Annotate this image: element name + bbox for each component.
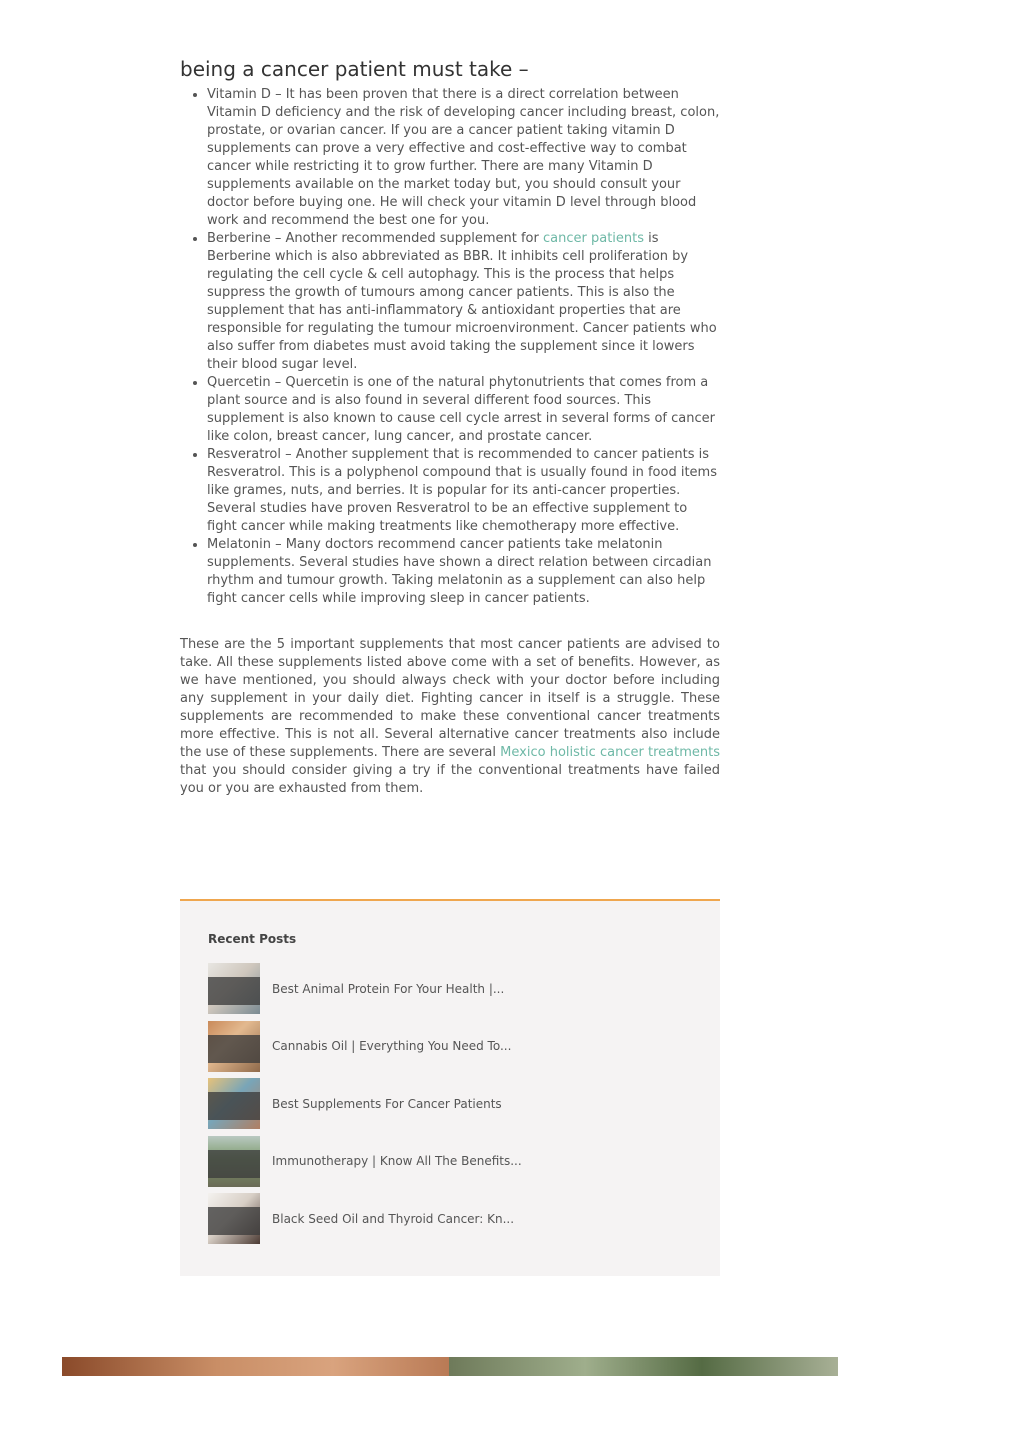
- post-title-link[interactable]: Best Supplements For Cancer Patients: [272, 1096, 502, 1111]
- summary-text: that you should consider giving a try if the conventional treatments have failed you or you are exhausted from them.: [180, 763, 720, 796]
- post-thumbnail[interactable]: [208, 1078, 260, 1129]
- recent-post-item[interactable]: [208, 1078, 522, 1129]
- summary-paragraph: [180, 636, 720, 798]
- post-title-link[interactable]: Cannabis Oil | Everything You Need To...: [272, 1039, 512, 1053]
- post-thumbnail[interactable]: [208, 963, 260, 1014]
- post-thumbnail[interactable]: [208, 1021, 260, 1072]
- supplement-list: [180, 86, 720, 608]
- post-title-link[interactable]: Black Seed Oil and Thyroid Cancer: Kn...: [272, 1211, 515, 1226]
- list-item-melatonin: • Melatonin – Many doctors recommend cancer patients take melatonin supplements. Several studies have shown a direct relation between circadian rhythm and tumour growth. Taking melatonin as a supplement can also help fight cancer cells while improving sleep in cancer patients.: [207, 536, 720, 608]
- recent-post-item[interactable]: [208, 1021, 522, 1072]
- post-title-link[interactable]: Immunotherapy | Know All The Benefits...: [272, 1154, 522, 1168]
- list-item-quercetin: • Quercetin – Quercetin is one of the natural phytonutrients that comes from a plant source and is also found in several different food sources. This supplement is also known to cause cell cycle arrest in several forms of cancer like colon, breast cancer, lung cancer, and prostate cancer.: [207, 374, 720, 446]
- related-posts-images[interactable]: [62, 1357, 838, 1376]
- post-thumbnail[interactable]: [208, 1136, 260, 1187]
- post-thumbnail[interactable]: [208, 1193, 260, 1244]
- article-content: [180, 55, 720, 798]
- list-item-text: Berberine – Another recommended supplement for: [207, 231, 543, 246]
- list-item-resveratrol: • Resveratrol – Another supplement that is recommended to cancer patients is Resveratrol. This is a polyphenol compound that is usually found in food items like grames, nuts, and berries. It is popular for its anti-cancer properties. Several studies have proven Resveratrol to be an effective supplement to fight cancer while making treatments like chemotherapy more effective.: [207, 446, 720, 536]
- recent-posts-title: Recent Posts: [208, 932, 297, 946]
- post-title-link[interactable]: Best Animal Protein For Your Health |...: [272, 981, 505, 996]
- list-item-berberine: [207, 230, 720, 374]
- recent-post-item[interactable]: [208, 1193, 522, 1244]
- related-post-image[interactable]: [449, 1357, 838, 1376]
- recent-post-item[interactable]: [208, 1136, 522, 1187]
- recent-posts-list: [208, 963, 522, 1251]
- summary-text: These are the 5 important supplements that most cancer patients are advised to take. All these supplements listed above come with a set of benefits. However, as we have mentioned, you should always check with your doctor before including any supplement in your daily diet. Fighting cancer in itself is a struggle. These supplements are recommended to make these conventional cancer treatments more effective. This is not all. Several alternative cancer treatments also include the use of these supplements. There are several: [180, 637, 720, 760]
- list-item-text: is Berberine which is also abbreviated as BBR. It inhibits cell proliferation by regulating the cell cycle & cell autophagy. This is the process that helps suppress the growth of tumours among cancer patients. This is also the supplement that has anti-inflammatory & antioxidant properties that are responsible for regulating the tumour microenvironment. Cancer patients who also suffer from diabetes must avoid taking the supplement since it lowers their blood sugar level.: [207, 231, 717, 372]
- section-heading: being a cancer patient must take –: [180, 57, 529, 81]
- cancer-patients-link[interactable]: cancer patients: [543, 231, 645, 246]
- related-post-image[interactable]: [62, 1357, 449, 1376]
- recent-post-item[interactable]: [208, 963, 522, 1014]
- list-item-vitamin-d: • Vitamin D – It has been proven that there is a direct correlation between Vitamin D deficiency and the risk of developing cancer including breast, colon, prostate, or ovarian cancer. If you are a cancer patient taking vitamin D supplements can prove a very effective and cost-effective way to combat cancer while restricting it to grow further. There are many Vitamin D supplements available on the market today but, you should consult your doctor before buying one. He will check your vitamin D level through blood work and recommend the best one for you.: [207, 86, 720, 230]
- recent-posts-widget: [180, 899, 720, 1276]
- mexico-holistic-treatments-link[interactable]: Mexico holistic cancer treatments: [500, 745, 720, 760]
